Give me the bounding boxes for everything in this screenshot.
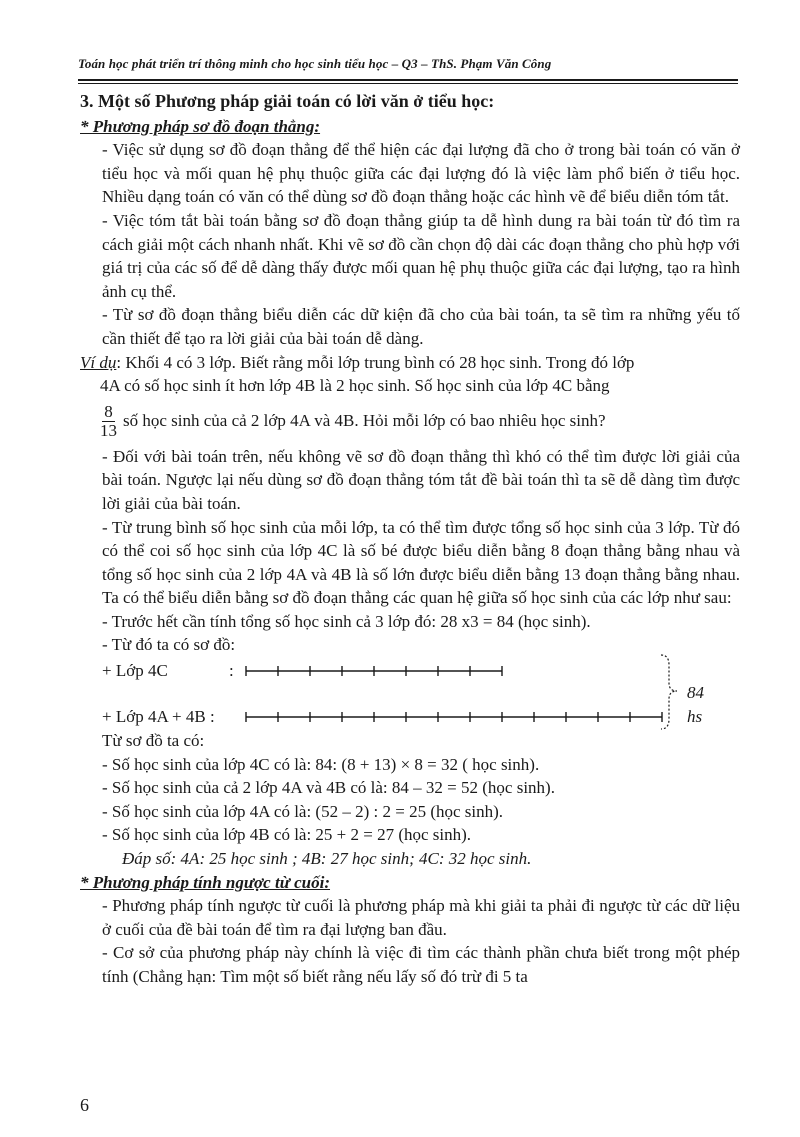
method2-title: * Phương pháp tính ngược từ cuối: bbox=[80, 872, 331, 892]
section-title: 3. Một số Phương pháp giải toán có lời văn ở tiểu học: bbox=[80, 91, 495, 111]
solution-line-2: - Số học sinh của cả 2 lớp 4A và 4B có là: 84 – 32 = 52 (học sinh). bbox=[102, 778, 555, 798]
method1-para-3: - Từ sơ đồ đoạn thẳng biểu diễn các dữ kiện đã cho của bài toán, ta sẽ tìm ra những yếu tố cần thiết để tạo ra lời giải của bài toán dễ dàng. bbox=[102, 305, 740, 348]
row1-segments bbox=[242, 661, 512, 681]
analysis-para-3: - Trước hết cần tính tổng số học sinh cả 3 lớp đó: 28 x3 = 84 (học sinh). bbox=[102, 611, 591, 631]
solution-line-4: - Số học sinh của lớp 4B có là: 25 + 2 = 27 (học sinh). bbox=[102, 825, 472, 845]
header-rule-thin bbox=[78, 83, 738, 84]
analysis-para-4: - Từ đó ta có sơ đồ: bbox=[102, 635, 236, 655]
method2-para-1: - Phương pháp tính ngược từ cuối là phương pháp mà khi giải ta phải đi ngược từ các dữ liệu ở cuối của đề bài toán để tìm ra đại lượng ban đầu. bbox=[102, 896, 740, 939]
analysis-para-2: - Từ trung bình số học sinh của mỗi lớp, ta có thể tìm được tổng số học sinh của 3 lớp. Từ đó có thể coi số học sinh của lớp 4C là số bé được biểu diễn bằng 8 đoạn thẳng bằng nhau và tổng số học sinh của 2 lớp 4A và 4B là số lớn được biểu diễn bằng 13 đoạn thẳng bằng nhau. Ta có thể biểu diễn bằng sơ đồ đoạn thẳng các quan hệ giữa số học sinh của các lớp như sau: bbox=[102, 517, 740, 608]
total-label: 84 hs bbox=[687, 683, 704, 726]
running-header: Toán học phát triển trí thông minh cho học sinh tiểu học – Q3 – ThS. Phạm Văn Công bbox=[78, 56, 552, 71]
example-label: Ví dụ bbox=[80, 352, 117, 372]
solution-line-1: - Số học sinh của lớp 4C có là: 84: (8 + 13) × 8 = 32 ( học sinh). bbox=[102, 754, 540, 774]
analysis-para-1: - Đối với bài toán trên, nếu không vẽ sơ đồ đoạn thẳng thì khó có thể tìm được lời giải của bài toán. Ngược lại nếu dùng sơ đồ đoạn thẳng tóm tắt đề bài toán thì ta sẽ dễ dàng tìm được lời giải của bài toán. bbox=[102, 446, 740, 513]
page-content bbox=[80, 90, 740, 989]
header-rule bbox=[78, 79, 738, 81]
example-line-1: Ví dụ: Khối 4 có 3 lớp. Biết rằng mỗi lớp trung bình có 28 học sinh. Trong đó lớp bbox=[80, 352, 635, 372]
example-line-2: 4A có số học sinh ít hơn lớp 4B là 2 học sinh. Số học sinh của lớp 4C bằng bbox=[100, 376, 610, 396]
solution-line-3: - Số học sinh của lớp 4A có là: (52 – 2) : 2 = 25 (học sinh). bbox=[102, 801, 504, 821]
example-fraction-line: $\frac{8}{13}$ số học sinh của cả 2 lớp 4A và 4B. Hỏi mỗi lớp có bao nhiêu học sinh? bbox=[100, 401, 606, 440]
method1-para-2: - Việc tóm tắt bài toán bằng sơ đồ đoạn thẳng giúp ta dễ hình dung ra bài toán từ đó tìm ra cách giải một cách nhanh nhất. Khi vẽ sơ đồ cần chọn độ dài các đoạn thẳng cho phù hợp với giá trị của các số để dễ dàng thấy được mối quan hệ phụ thuộc giữa các đại lượng, tạo ra hình ảnh cụ thể. bbox=[102, 210, 740, 301]
method1-para-1: - Việc sử dụng sơ đồ đoạn thẳng để thể hiện các đại lượng đã cho ở trong bài toán có văn ở tiểu học và mối quan hệ phụ thuộc giữa các đại lượng đó là việc làm phổ biến ở tiểu học. Nhiều dạng toán có văn có thể dùng sơ đồ đoạn thẳng hoặc các hình vẽ để biểu diễn tóm tắt. bbox=[102, 140, 740, 207]
page-number: 6 bbox=[80, 1095, 89, 1115]
row2-label: + Lớp 4A + 4B : bbox=[102, 707, 215, 727]
solution-intro: Từ sơ đồ ta có: bbox=[102, 731, 205, 751]
row1-label: + Lớp 4C bbox=[102, 661, 168, 681]
method1-title: * Phương pháp sơ đồ đoạn thẳng: bbox=[80, 116, 321, 136]
row1-colon: : bbox=[229, 661, 234, 681]
row2-segments bbox=[242, 707, 672, 727]
answer: Đáp số: 4A: 25 học sinh ; 4B: 27 học sinh; 4C: 32 học sinh. bbox=[122, 849, 532, 869]
segment-diagram bbox=[102, 657, 722, 729]
fraction: $\frac{8}{13}$ bbox=[100, 401, 117, 440]
total-brace-icon bbox=[657, 653, 681, 731]
method2-para-2: - Cơ sở của phương pháp này chính là việc đi tìm các thành phần chưa biết trong một phép tính (Chẳng hạn: Tìm một số biết rằng nếu lấy số đó trừ đi 5 ta bbox=[102, 943, 740, 986]
